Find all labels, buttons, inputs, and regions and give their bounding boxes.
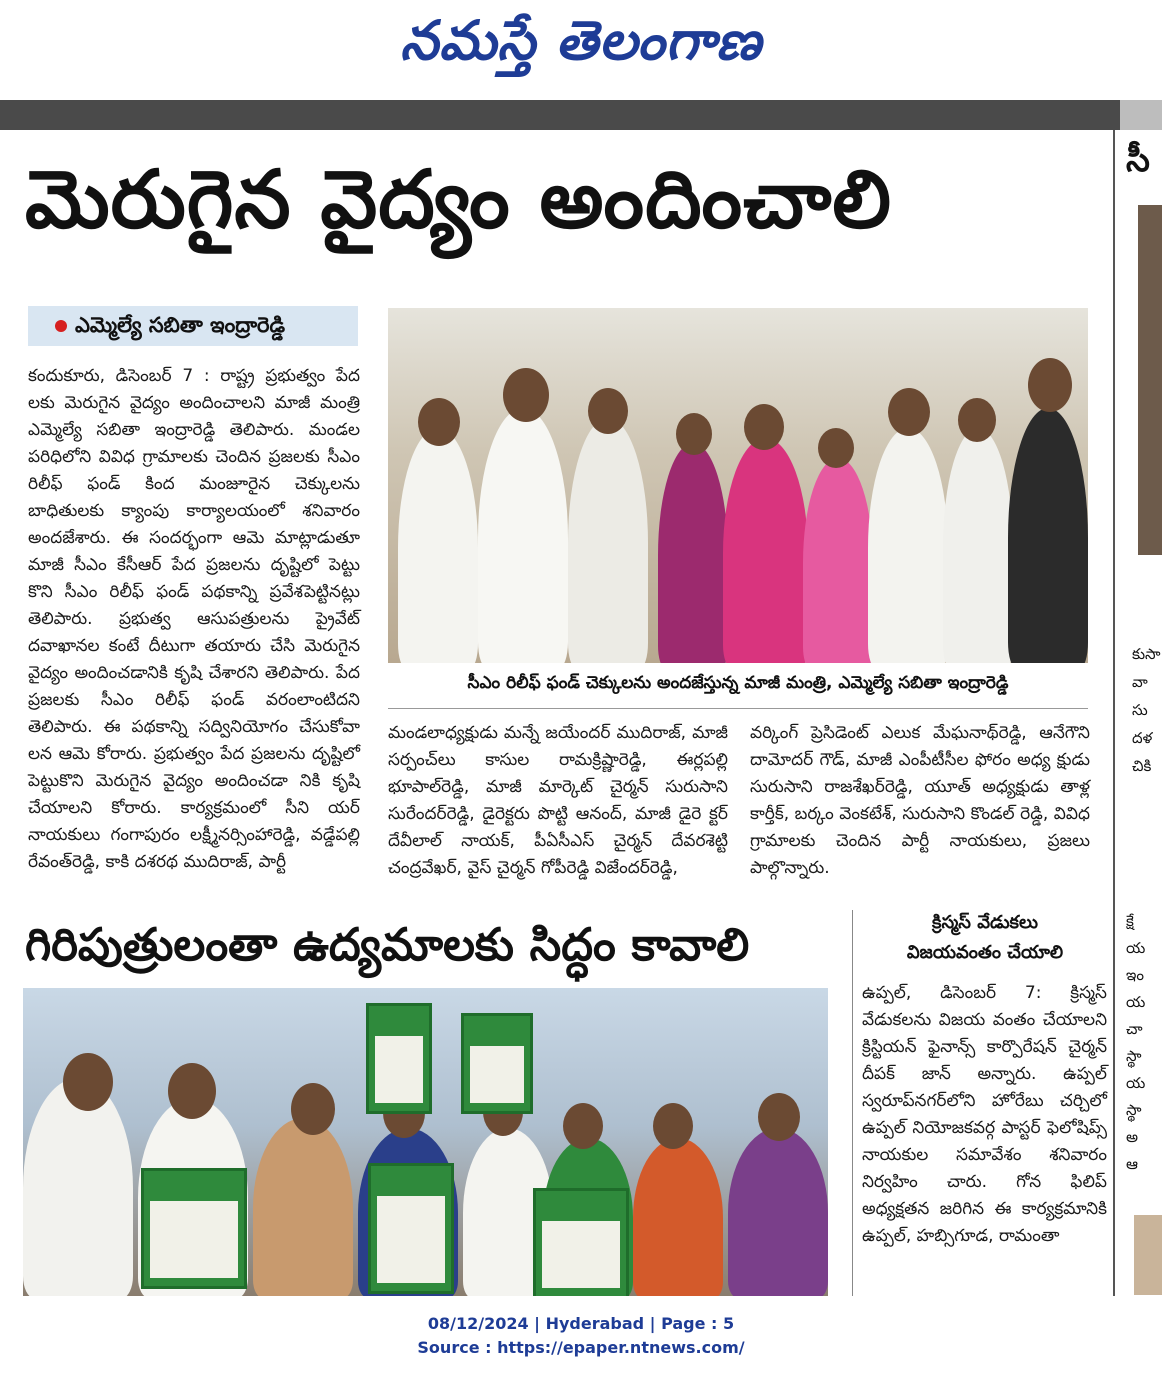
adjacent-text-a: కుసా వా సు దళ చికి	[1132, 645, 1161, 775]
story2-photo	[23, 988, 828, 1296]
newspaper-logo: నమస్తే తెలంగాణ	[400, 8, 762, 72]
adjacent-text-b: క్షే య ఇం య చా స్థా య స్థా అ ఆ	[1126, 912, 1146, 1173]
adjacent-column-fragment	[1118, 140, 1162, 1296]
story1-column-3: వర్కింగ్ ప్రెసిడెంట్ ఎలుక మేఘనాథ్‌రెడ్డి, ఆనేగౌని దామోదర్ గౌడ్, మాజీ ఎంపీటీసీల ఫోరం అధ్య క్షుడు సురుసాని రాజశేఖర్‌రెడ్డి, యూత్ అధ్యక్షుడు తాళ్ల కార్తీక్, బర్కం వెంకటేశ్, సురుసాని కొండల్ రెడ్డి, వివిధ గ్రామాలకు చెందిన పార్టీ నాయకులు, ప్రజలు పాల్గొన్నారు.	[750, 723, 1090, 878]
bullet-icon	[55, 320, 67, 332]
adjacent-heading: సీ	[1126, 140, 1150, 180]
story1-column-1: కందుకూరు, డిసెంబర్ 7 : రాష్ట్ర ప్రభుత్వం పేద లకు మెరుగైన వైద్యం అందించాలని మాజీ మంత్రి ఎమ్మెల్యే సబితా ఇంద్రారెడ్డి తెలిపారు. మండల పరిధిలోని వివిధ గ్రామాలకు చెందిన ప్రజలకు సీఎం రిలీఫ్ ఫండ్ కింద మంజూరైన చెక్కులను బాధితులకు క్యాంపు కార్యాలయంలో శనివారం అందజేశారు. ఈ సందర్భంగా ఆమె మాట్లాడుతూ మాజీ సీఎం కేసీఆర్ పేద ప్రజలను దృష్టిలో పెట్టు కొని సీఎం రిలీఫ్ ఫండ్ పథకాన్ని ప్రవేశపెట్టినట్లు తెలిపారు. ప్రభుత్వ ఆసుపత్రులను ప్రైవేట్ దవాఖానల కంటే దీటుగా తయారు చేసి మెరుగైన వైద్యం అందించడానికి కృషి చేశారని తెలిపారు. పేద ప్రజలకు సీఎం రిలీఫ్ ఫండ్ వరంలాంటిదని తెలిపారు. ఈ పథకాన్ని సద్వినియోగం చేసుకోవా లన ఆమె కోరారు. ప్రభుత్వం పేద ప్రజలను దృష్టిలో పెట్టుకొని మెరుగైన వైద్యం అందించడా నికి కృషి చేయాలని కోరారు. కార్యక్రమంలో సీని యర్ నాయకులు గంగాపురం లక్ష్మీనర్సింహారెడ్డి, వడ్డేపల్లి రేవంత్‌రెడ్డి, కాకి దశరథ ముదిరాజ్, పార్టీ	[28, 366, 360, 872]
story1-photo-caption: సీఎం రిలీఫ్ ఫండ్ చెక్కులను అందజేస్తున్న మాజీ మంత్రి, ఎమ్మెల్యే సబితా ఇంద్రారెడ్డి	[467, 673, 1009, 693]
adjacent-photo-2	[1134, 1215, 1162, 1295]
footer-source-link[interactable]: Source : https://epaper.ntnews.com/	[417, 1338, 745, 1357]
story1-column-2: మండలాధ్యక్షుడు మన్నే జయేందర్ ముదిరాజ్, మాజీ సర్పంచ్‌లు కాసుల రామక్రిష్ణారెడ్డి, ఈర్లపల్లి భూపాల్‌రెడ్డి, మాజీ మార్కెట్ చైర్మన్ సురుసాని సురేందర్‌రెడ్డి, డైరెక్టరు పొట్టి ఆనంద్, మాజీ డైరె క్టర్ దేవీలాల్ నాయక్, పీఏసీఎస్ చైర్మన్ దేవరశెట్టి చంద్రవేఖర్, వైస్ చైర్మన్ గోపీరెడ్డి విజేందర్‌రెడ్డి,	[388, 723, 728, 878]
footer-date-page: 08/12/2024 | Hyderabad | Page : 5	[427, 1314, 735, 1333]
story1-byline: ఎమ్మెల్యే సబితా ఇంద్రారెడ్డి	[75, 313, 286, 337]
caption-rule	[388, 708, 1088, 709]
column-divider-2	[852, 910, 853, 1296]
top-band	[0, 100, 1120, 130]
story2-headline: గిరిపుత్రులంతా ఉద్యమాలకు సిద్ధం కావాలి	[25, 918, 750, 971]
top-band-right	[1120, 100, 1162, 130]
story1-photo	[388, 308, 1088, 663]
masthead	[0, 0, 1162, 100]
story1-headline: మెరుగైన వైద్యం అందించాలి	[25, 153, 892, 246]
story3-body: ఉప్పల్, డిసెంబర్ 7: క్రిస్మస్ వేడుకలను విజయ వంతం చేయాలని క్రిస్టియన్ ఫైనాన్స్ కార్పొరేషన్ చైర్మన్ దీపక్ జాన్ అన్నారు. ఉప్పల్ స్వరూప్‌నగర్‌లోని హోరేబు చర్చిలో ఉప్పల్ నియోజకవర్గ పాస్టర్ ఫెలోషిప్స్ నాయకుల సమావేశం శనివారం నిర్వహిం చారు. గోన ఫిలిప్ అధ్యక్షతన జరిగిన ఈ కార్యక్రమానికి ఉప్పల్, హబ్సిగూడ, రామంతా	[862, 983, 1107, 1246]
story3-title-line-2: విజయవంతం చేయాలి	[906, 942, 1064, 963]
column-divider	[1113, 130, 1115, 1296]
adjacent-photo	[1138, 205, 1162, 555]
story3-title-line-1: క్రిస్మస్ వేడుకలు	[932, 912, 1038, 933]
